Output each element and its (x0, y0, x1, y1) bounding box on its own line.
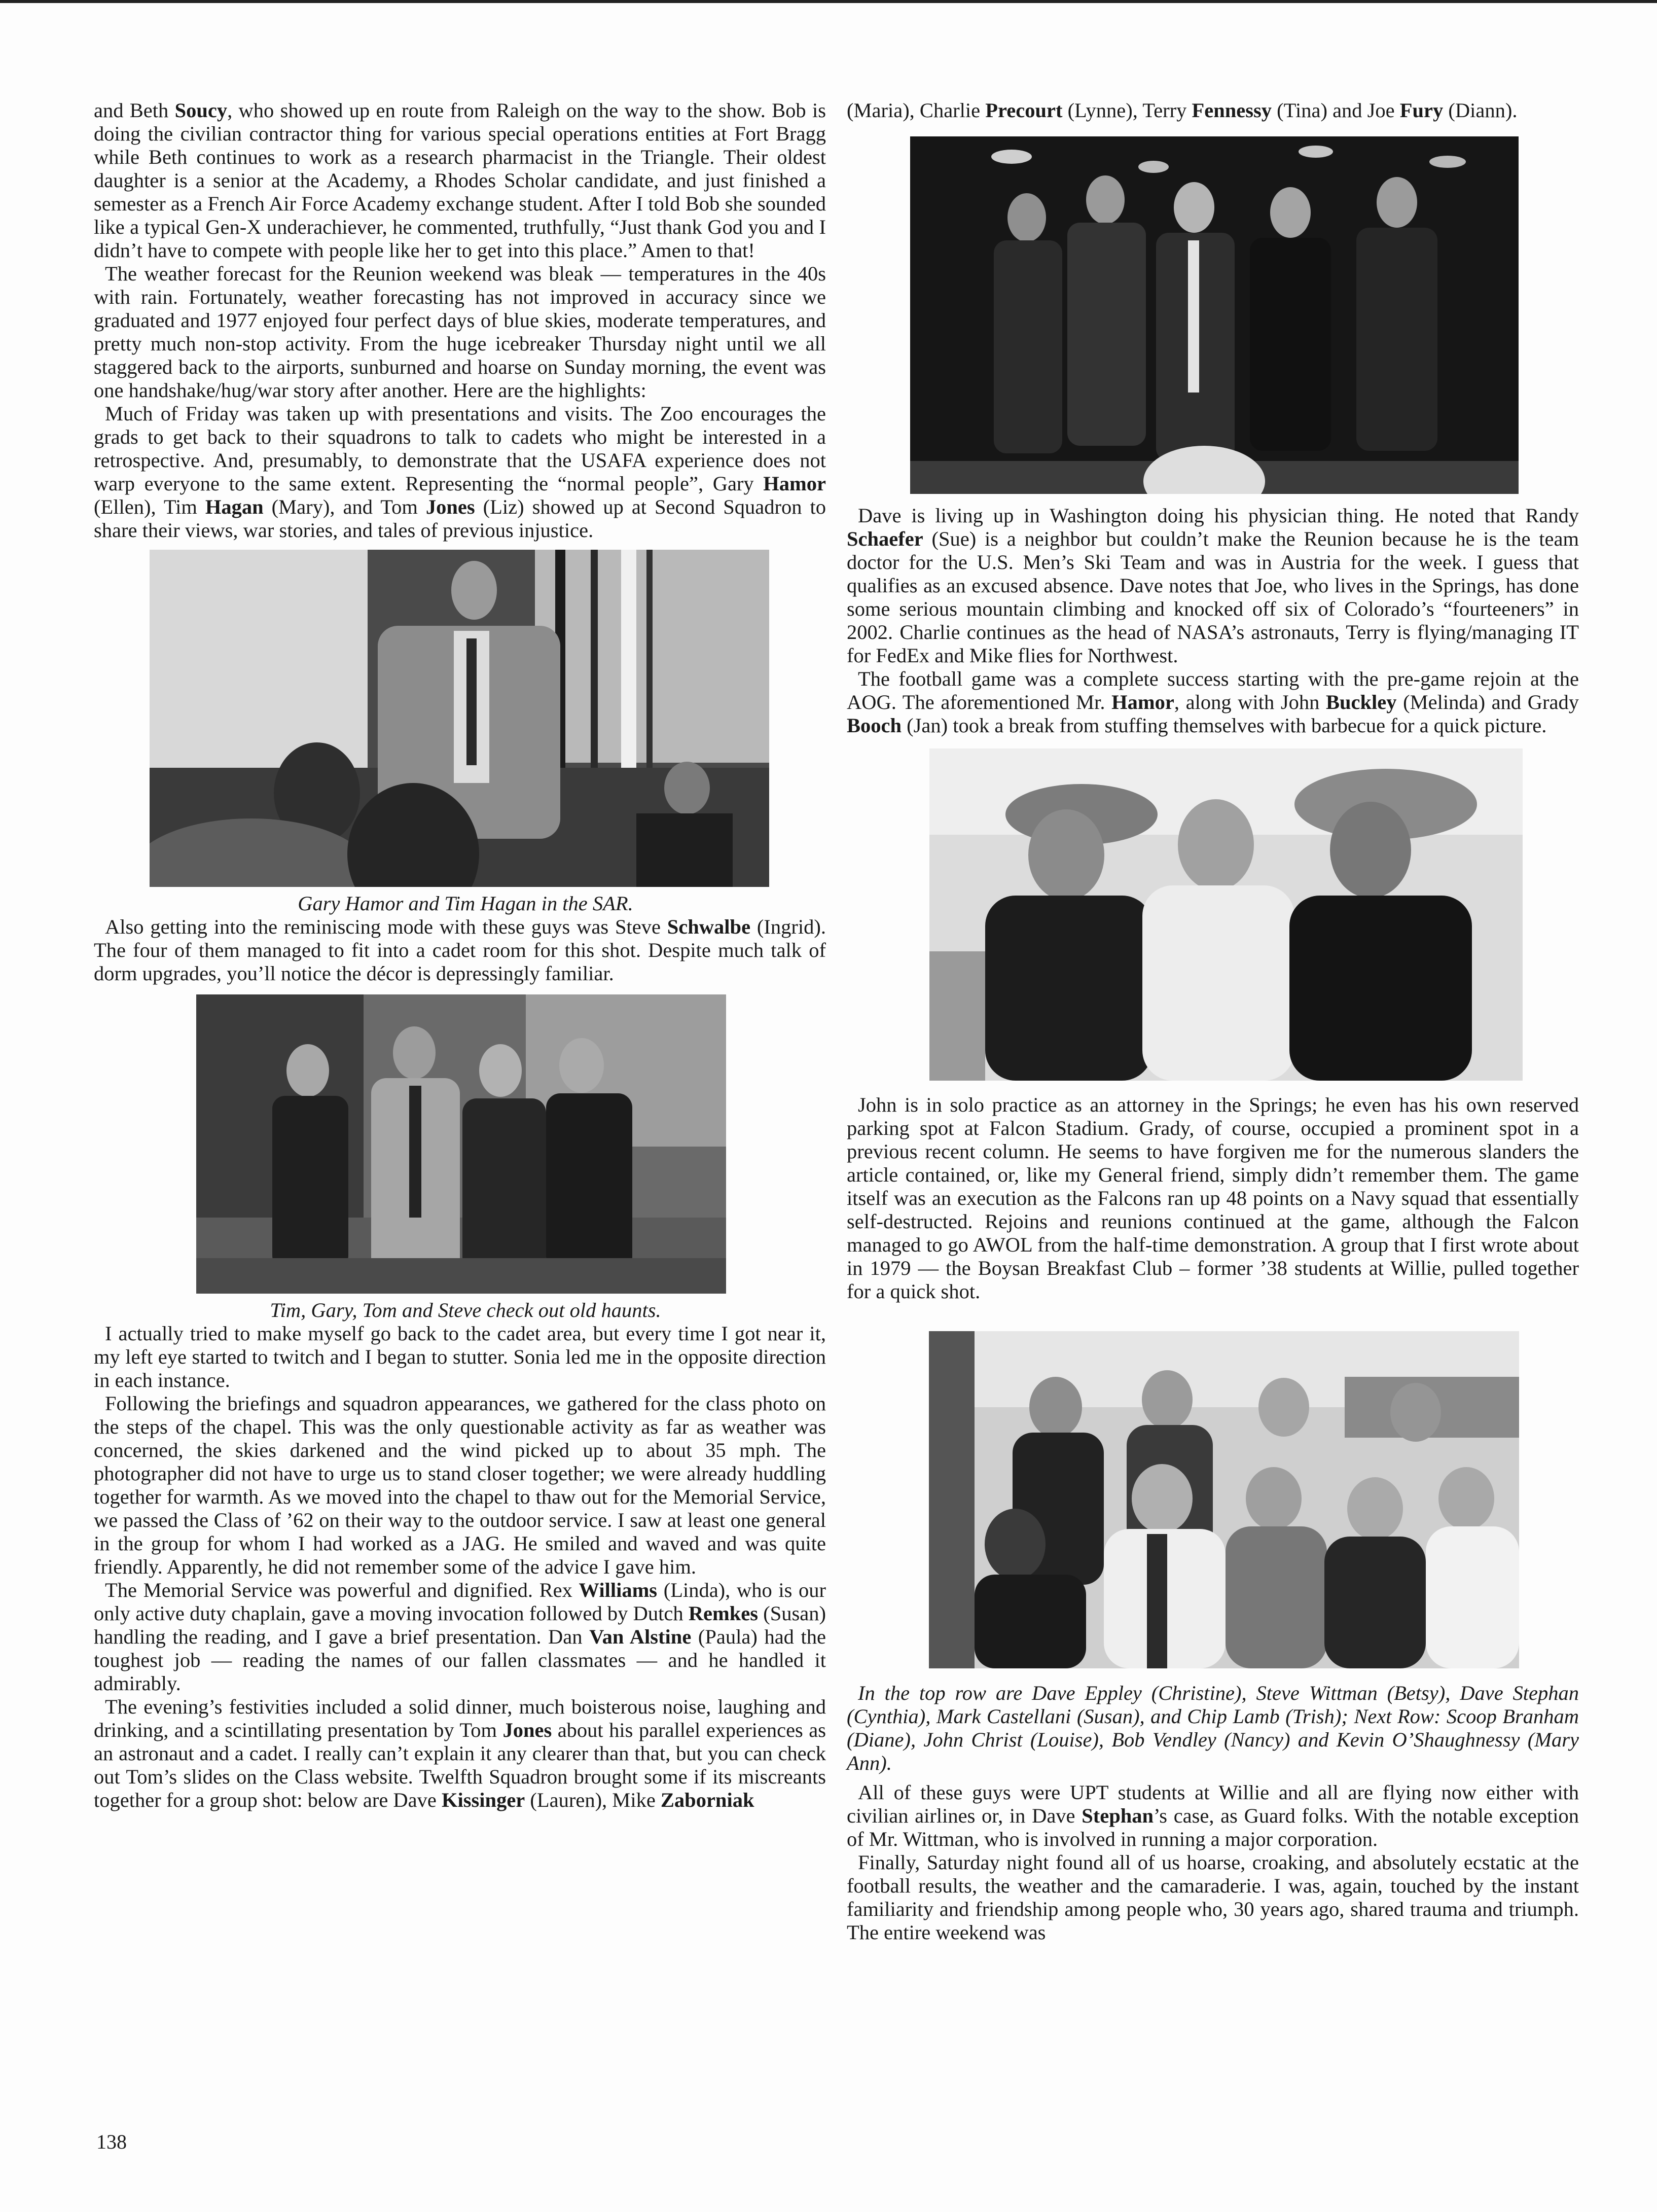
top-rule (0, 0, 1657, 3)
paragraph: All of these guys were UPT students at Willie and all are flying now either with civilian airlines or, in Dave Stephan’s case, as Guard folks. With the notable exception of Mr. Wittman, who is involved in running a major corporation. (847, 1781, 1579, 1850)
right-column (847, 99, 1579, 1944)
left-column (94, 99, 826, 1812)
paragraph: Much of Friday was taken up with presentations and visits. The Zoo encourages the grads to get back to their squadrons to talk to cadets who might be interested in a retrospective. And, presumably, to demonstrate that the USAFA experience does not warp everyone to the same extent. Representing the “normal people”, Gary Hamor (Ellen), Tim Hagan (Mary), and Tom Jones (Liz) showed up at Second Squadron to share their views, war stories, and tales of previous injustice. (94, 402, 826, 542)
paragraph: I actually tried to make myself go back to the cadet area, but every time I got near it, my left eye started to twitch and I began to stutter. Sonia led me in the opposite direction in each instance. (94, 1322, 826, 1392)
paragraph: Finally, Saturday night found all of us hoarse, croaking, and absolutely ecstatic at the football results, the weather and the camaraderie. I was, again, touched by the instant familiarity and friendship among people who, 30 years ago, shared trauma and triumph. The entire weekend was (847, 1851, 1579, 1944)
paragraph: The weather forecast for the Reunion weekend was bleak — temperatures in the 40s with rain. Fortunately, weather forecasting has not improved in accuracy since we graduated and 1977 enjoyed four perfect days of blue skies, moderate temperatures, and pretty much non-stop activity. From the huge icebreaker Thursday night until we all staggered back to the airports, sunburned and hoarse on Sunday morning, the event was one handshake/hug/war story after another. Here are the highlights: (94, 262, 826, 402)
paragraph: Following the briefings and squadron appearances, we gathered for the class photo on the steps of the chapel. This was the only questionable activity as far as weather was concerned, the skies darkened and the wind picked up to about 35 mph. The photographer did not have to urge us to stand closer together; we were already huddling together for warmth. As we moved into the chapel to thaw out for the Memorial Service, we passed the Class of ’62 on their way to the outdoor service. I saw at least one general in the group for whom I had worked as a JAG. He smiled and waved and was quite friendly. Apparently, he did not remember some of the advice I gave him. (94, 1392, 826, 1578)
photo-football-pregame-three-men (929, 748, 1523, 1081)
caption: Tim, Gary, Tom and Steve check out old haunts. (270, 1299, 661, 1322)
paragraph: The evening’s festivities included a solid dinner, much boisterous noise, laughing and drinking, and a scintillating presentation by Tom Jones about his parallel experiences as an astronaut and a cadet. I really can’t explain it any clearer than that, but you can check out Tom’s slides on the Class website. Twelfth Squadron brought some if its miscreants together for a group shot: below are Dave Kissinger (Lauren), Mike Zaborniak (94, 1695, 826, 1811)
paragraph: The football game was a complete success starting with the pre-game rejoin at the AOG. The aforementioned Mr. Hamor, along with John Buckley (Melinda) and Grady Booch (Jan) took a break from stuffing themselves with barbecue for a quick picture. (847, 667, 1579, 737)
paragraph: and Beth Soucy, who showed up en route from Raleigh on the way to the show. Bob is doing the civilian contractor thing for various special operations entities at Fort Bragg while Beth continues to work as a research pharmacist in the Triangle. Their oldest daughter is a senior at the Academy, a Rhodes Scholar candidate, and just finished a semester as a French Air Force Academy exchange student. After I told Bob she sounded like a typical Gen-X underachiever, he commented, truthfully, “Just thank God you and I didn’t have to compete with people like her to get into this place.” Amen to that! (94, 99, 826, 262)
paragraph: Also getting into the reminiscing mode with these guys was Steve Schwalbe (Ingrid). The four of them managed to fit into a cadet room for this shot. Despite much talk of dorm upgrades, you’ll notice the décor is depressingly familiar. (94, 915, 826, 985)
photo-gary-hamor-speaking (150, 550, 769, 887)
photo-boysan-breakfast-club (929, 1331, 1519, 1668)
paragraph: (Maria), Charlie Precourt (Lynne), Terry Fennessy (Tina) and Joe Fury (Diann). (847, 99, 1518, 122)
caption: In the top row are Dave Eppley (Christine), Steve Wittman (Betsy), Dave Stephan (Cynthia), Mark Castellani (Susan), and Chip Lamb (Trish); Next Row: Scoop Branham (Diane), John Christ (Louise), Bob Vendley (Nancy) and Kevin O’Shaughnessy (Mary Ann). (847, 1682, 1579, 1774)
paragraph: The Memorial Service was powerful and dignified. Rex Williams (Linda), who is our only active duty chaplain, gave a moving invocation followed by Dutch Remkes (Susan) handling the reading, and I gave a brief presentation. Dan Van Alstine (Paula) had the toughest job — reading the names of our fallen classmates — and he handled it admirably. (94, 1579, 826, 1695)
photo-four-classmates-cadet-room (196, 994, 726, 1294)
paragraph: John is in solo practice as an attorney in the Springs; he even has his own reserved parking spot at Falcon Stadium. Grady, of course, occupied a prominent spot in a previous recent column. He seems to have forgiven me for the numerous slanders the article contained, or, like my General friend, simply didn’t remember them. The game itself was an execution as the Falcons ran up 48 points on a Navy squad that essentially self-destructed. Rejoins and reunions continued at the game, although the Falcon managed to go AWOL from the half-time demonstration. A group that I first wrote about in 1979 — the Boysan Breakfast Club – former ’38 students at Willie, pulled together for a quick shot. (847, 1093, 1579, 1303)
paragraph: Dave is living up in Washington doing his physician thing. He noted that Randy Schaefer (Sue) is a neighbor but couldn’t make the Reunion because he is the team doctor for the U.S. Men’s Ski Team and was in Austria for the week. I guess that qualifies as an excused absence. Dave notes that Joe, who lives in the Springs, has done some serious mountain climbing and knocked off six of Colorado’s “fourteeners” in 2002. Charlie continues as the head of NASA’s astronauts, Terry is flying/managing IT for FedEx and Mike flies for Northwest. (847, 504, 1579, 667)
page-number: 138 (96, 2130, 127, 2153)
caption: Gary Hamor and Tim Hagan in the SAR. (298, 892, 633, 915)
photo-twelfth-squadron-group (910, 136, 1519, 494)
